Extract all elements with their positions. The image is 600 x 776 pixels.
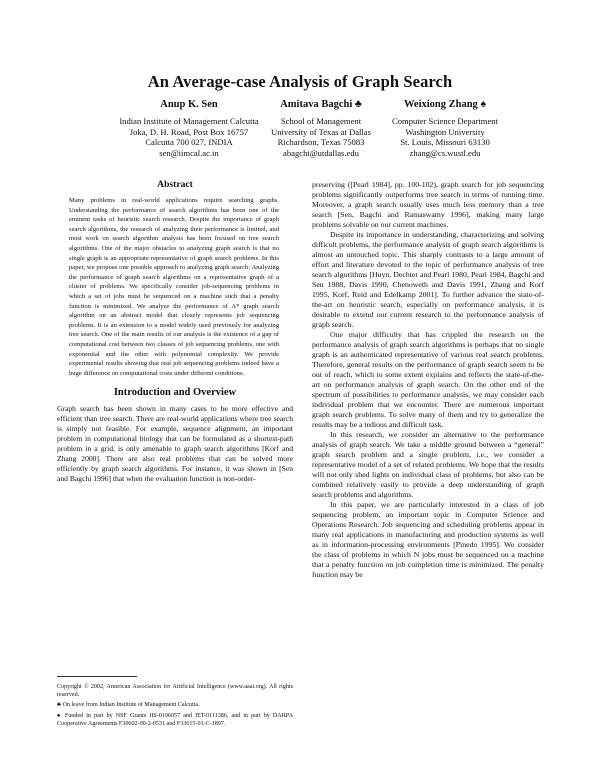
- author-email: zhang@cs.wustl.edu: [409, 147, 481, 158]
- author-affiliation: School of Management: [280, 116, 362, 127]
- body-paragraph: In this paper, we are particularly interested in a class of job sequencing problem, an important topic in Computer Science and Operations Research. Job sequencing and scheduling problems appear in many real applications in manufacturing and production systems as well as in information-processing environments [Pinedo 1995]. We consider the class of problems in which N jobs must be sequenced on a machine that a penalty function on job completion time is minimized. The penalty function may be: [312, 500, 544, 579]
- author-address: University of Texas at Dallas: [271, 126, 371, 137]
- paper-title: An Average-case Analysis of Graph Search: [147, 72, 453, 91]
- author-affiliation: Indian Institute of Management Calcutta: [119, 116, 259, 127]
- author-city: Calcutta 700 027, INDIA: [145, 137, 233, 148]
- author-name: Weixiong Zhang ♠: [403, 99, 487, 110]
- body-paragraph: preserving ([Pearl 1984], pp. 100-102), graph search for job sequencing problems significantly outperforms tree search in terms of running time. Moreover, a graph search usually uses much less memory than a tree search [Sen, Bagchi and Ramaswamy 1996], making many large problems solvable on our current machines.: [312, 180, 544, 229]
- footnote-rule: [57, 676, 137, 677]
- intro-heading: Introduction and Overview: [113, 387, 237, 399]
- author-name: Anup K. Sen: [160, 99, 218, 110]
- author-address: Joka, D. H. Road, Post Box 16757: [129, 126, 249, 137]
- author-city: St. Louis, Missouri 63130: [400, 137, 490, 148]
- right-column: [312, 180, 544, 580]
- copyright-note: Copyright © 2002, American Association for Artificial Intelligence (www.aaai.org). All rights reserved.: [57, 684, 293, 699]
- author-email: sen@iimcal.ac.in: [159, 147, 219, 158]
- intro-paragraph: Graph search has been shown in many cases to be more effective and efficient than tree search. There are real-world applications where tree search is simply not feasible. For example, sequence alignment, an important problem in computational biology that can be formulated as a shortest-path problem in a grid, is only amenable to graph search algorithms [Korf and Zhang 2000]. There are also real problems that can be solved more efficiently by graph search algorithms. For instance, it was shown in [Sen and Bagchi 1996] that when the evaluation function is non-order-: [57, 404, 293, 484]
- abstract-text: Many problems in real-world applications require searching graphs. Understanding the performance of search algorithms has been one of the eminent tasks of heuristic search research. Despite the importance of graph search algorithms, the research of analyzing their performance is limited, and most work on search algorithm analysis has been focused on tree search algorithms. One of the major obstacles to analyzing graph search is that no single graph is an appropriate representative of graph search problems. In this paper, we propose one possible approach to analyzing graph search: Analyzing the performance of graph search algorithms on a representative graph of a cluster of problems. We specifically consider job-sequencing problems in which a set of jobs must be sequenced on a machine such that a penalty function is minimized. We analyze the performance of A* graph search algorithm on an abstract model that closely represents job sequencing problems. It is an extension to a model widely used previously for analyzing tree search. One of the main results of our analysis is the existence of a gap of computational cost between two classes of job sequencing problems, one with exponential and the other with polynomial complexity. We provide experimental results showing that real job sequencing problems indeed have a huge difference on computational costs under different conditions.: [69, 197, 279, 377]
- intro-section: [57, 404, 293, 484]
- body-paragraph: One major difficulty that has crippled the research on the performance analysis of graph search algorithms is perhaps that no single graph is an authenticated representative of various real search problems. Therefore, general results on the performance of graph search seem to be out of reach, which to some extent explains and reflects the state-of-the-art on performance analysis of graph search. On the other end of the spectrum of possibilities to performance analysis, we may consider each individual problem that we encounter. There are numerous important graph search problems. To solve many of them and try to generalize the results may be a tedious and difficult task.: [312, 330, 544, 429]
- author-name: Amitava Bagchi ♣: [280, 99, 362, 110]
- abstract-heading: Abstract: [157, 179, 193, 190]
- author-3: [355, 100, 535, 158]
- footnotes: [57, 676, 293, 730]
- author-city: Richardson, Texas 75083: [277, 137, 365, 148]
- footnote: ♣ On leave from Indian Institute of Management Calcutta.: [57, 702, 200, 709]
- body-paragraph: Despite its importance in understanding, characterizing and solving difficult problems, the performance analysis of graph search algorithms is almost an untouched topic. This sharply contrasts to a large amount of effort and literature devoted to the topic of performance analysis of tree search algorithms [Huyn, Dechter and Pearl 1980, Pearl 1984, Bagchi and Sen 1988, Davis 1990, Chenoweth and Davis 1991, Zhang and Korf 1995, Korf, Reid and Edelkamp 2001]. To further advance the state-of-the-art on heuristic search, especially on performance analysis, it is desirable to extend our current research to the performance analysis of graph search.: [312, 230, 544, 329]
- author-email: abagchi@utdallas.edu: [283, 147, 359, 158]
- left-column: [57, 180, 293, 484]
- body-paragraph: In this research, we consider an alternative to the performance analysis of graph search. We take a middle ground between a “general” graph search problem and a single problem, i.e., we consider a representative model of a set of related problems. We hope that the results will not only shed lights on individual class of problems, but also can be combined relatively easily to provide a deep understanding of graph search problems and algorithms.: [312, 430, 544, 499]
- footnote: ♠ Funded in part by NSF Grants IIS-0196057 and IET-0111386, and in part by DARPA Cooperative Agreements F30602-00-2-0531 and F33615-01-C-1897.: [57, 712, 293, 727]
- author-affiliation: Computer Science Department: [392, 116, 498, 127]
- author-address: Washington University: [405, 126, 485, 137]
